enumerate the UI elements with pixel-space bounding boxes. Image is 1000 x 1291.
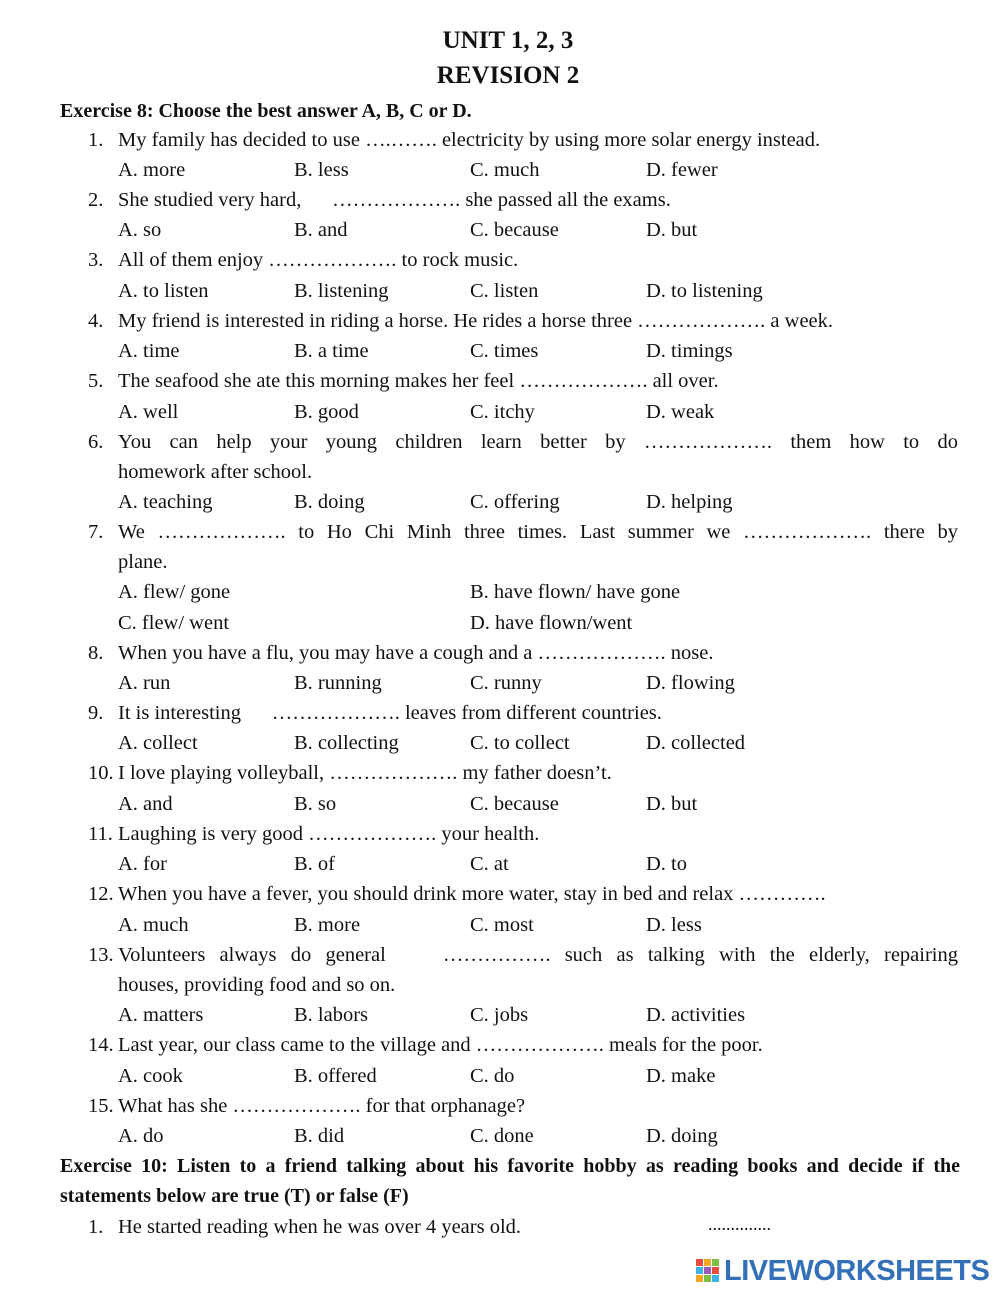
option-c[interactable]: C. most [470,914,534,936]
options-2 [118,215,958,245]
question-14 [88,1030,958,1060]
options-14 [118,1061,958,1091]
question-number: 10. [88,762,114,784]
options-7-row-1 [118,577,958,607]
exercise-8-heading: Exercise 8: Choose the best answer A, B, C or D. [60,100,472,122]
option-d[interactable]: D. but [646,219,698,241]
option-d[interactable]: D. have flown/went [470,612,633,634]
option-d[interactable]: D. doing [646,1125,718,1147]
question-text-line-2: houses, providing food and so on. [118,974,396,996]
option-a[interactable]: A. flew/ gone [118,581,231,603]
option-b[interactable]: B. did [294,1125,345,1147]
option-a[interactable]: A. and [118,793,173,815]
question-number: 9. [88,702,104,724]
question-text: She studied very hard, ………………. she passed all the exams. [118,189,671,211]
options-12 [118,910,958,940]
question-number: 12. [88,883,114,905]
question-number: 2. [88,189,104,211]
option-d[interactable]: D. fewer [646,159,718,181]
options-8 [118,668,958,698]
option-b[interactable]: B. collecting [294,732,399,754]
option-d[interactable]: D. collected [646,732,746,754]
question-number: 13. [88,944,114,966]
option-d[interactable]: D. to listening [646,280,763,302]
question-7 [88,517,958,577]
option-c[interactable]: C. flew/ went [118,612,230,634]
question-text: The seafood she ate this morning makes her feel ………………. all over. [118,370,719,392]
exercise-10-heading: Exercise 10: Listen to a friend talking about his favorite hobby as reading books and decide if the statements below are true (T) or false (F) [60,1155,960,1207]
option-c[interactable]: C. runny [470,672,542,694]
question-text-line-2: homework after school. [118,461,313,483]
answer-blank[interactable]: .............. [708,1214,771,1234]
option-a[interactable]: A. to listen [118,280,209,302]
option-b[interactable]: B. doing [294,491,365,513]
unit-title: UNIT 1, 2, 3 [442,27,574,54]
option-a[interactable]: A. so [118,219,162,241]
option-c[interactable]: C. because [470,219,559,241]
question-text: When you have a fever, you should drink more water, stay in bed and relax …………. [118,883,826,905]
option-b[interactable]: B. good [294,401,359,423]
question-10 [88,758,958,788]
options-11 [118,849,958,879]
question-number: 7. [88,521,104,543]
options-10 [118,789,958,819]
question-5 [88,366,958,396]
option-c[interactable]: C. itchy [470,401,535,423]
question-text-line-1: Volunteers always do general ……………. such as talking with the elderly, repairing [118,944,958,966]
option-b[interactable]: B. running [294,672,382,694]
option-c[interactable]: C. because [470,793,559,815]
option-c[interactable]: C. times [470,340,539,362]
option-b[interactable]: B. less [294,159,349,181]
question-13 [88,940,958,1000]
option-c[interactable]: C. offering [470,491,560,513]
question-8 [88,638,958,668]
option-c[interactable]: C. do [470,1065,515,1087]
question-number: 4. [88,310,104,332]
option-b[interactable]: B. of [294,853,335,875]
question-number: 15. [88,1095,114,1117]
option-c[interactable]: C. jobs [470,1004,529,1026]
question-number: 11. [88,823,113,845]
liveworksheets-grid-icon [696,1259,720,1283]
question-number: 3. [88,249,104,271]
question-1 [88,125,958,155]
question-text: My friend is interested in riding a horse. He rides a horse three ………………. a week. [118,310,834,332]
liveworksheets-wordmark: LIVEWORKSHEETS [724,1254,990,1287]
question-number: 14. [88,1034,114,1056]
option-b[interactable]: B. and [294,219,348,241]
option-d[interactable]: D. to [646,853,687,875]
option-c[interactable]: C. much [470,159,540,181]
options-1 [118,155,958,185]
question-text: When you have a flu, you may have a cough and a ………………. nose. [118,642,714,664]
option-a[interactable]: A. much [118,914,189,936]
question-number: 5. [88,370,104,392]
option-d[interactable]: D. helping [646,491,733,513]
options-13 [118,1000,958,1030]
options-6 [118,487,958,517]
question-text-line-1: We ………………. to Ho Chi Minh three times. Last summer we ………………. there by [118,521,958,543]
option-a[interactable]: A. cook [118,1065,183,1087]
option-d[interactable]: D. weak [646,401,715,423]
option-d[interactable]: D. activities [646,1004,746,1026]
option-b[interactable]: B. have flown/ have gone [470,581,681,603]
question-3 [88,245,958,275]
options-4 [118,336,958,366]
option-a[interactable]: A. matters [118,1004,204,1026]
options-5 [118,397,958,427]
question-4 [88,306,958,336]
option-c[interactable]: C. done [470,1125,534,1147]
question-2 [88,185,958,215]
option-a[interactable]: A. teaching [118,491,213,513]
option-d[interactable]: D. less [646,914,702,936]
option-a[interactable]: A. well [118,401,179,423]
option-b[interactable]: B. offered [294,1065,377,1087]
options-7-row-2 [118,608,958,638]
question-text: It is interesting ………………. leaves from different countries. [118,702,662,724]
option-c[interactable]: C. to collect [470,732,570,754]
option-d[interactable]: D. but [646,793,698,815]
option-a[interactable]: A. collect [118,732,198,754]
option-c[interactable]: C. listen [470,280,539,302]
option-a[interactable]: A. more [118,159,186,181]
question-text: I love playing volleyball, ………………. my father doesn’t. [118,762,612,784]
option-d[interactable]: D. make [646,1065,716,1087]
question-text: My family has decided to use ….……. electricity by using more solar energy instead. [118,129,821,151]
question-text: What has she ………………. for that orphanage? [118,1095,526,1117]
question-number: 8. [88,642,104,664]
question-text-line-2: plane. [118,551,168,573]
option-b[interactable]: B. listening [294,280,389,302]
question-number: 1. [88,129,104,151]
question-15 [88,1091,958,1121]
question-11 [88,819,958,849]
options-3 [118,276,958,306]
question-text: Laughing is very good ………………. your health. [118,823,540,845]
question-9 [88,698,958,728]
option-b[interactable]: B. more [294,914,361,936]
question-text-line-1: You can help your young children learn better by ………………. them how to do [118,431,958,453]
options-9 [118,728,958,758]
liveworksheets-logo [696,1254,989,1288]
statement-text: He started reading when he was over 4 years old. [118,1216,522,1238]
option-c[interactable]: C. at [470,853,509,875]
revision-title: REVISION 2 [436,62,580,89]
statement-number: 1. [88,1216,104,1238]
question-12 [88,879,958,909]
option-a[interactable]: A. for [118,853,167,875]
option-b[interactable]: B. a time [294,340,369,362]
options-15 [118,1121,958,1151]
question-text: All of them enjoy ………………. to rock music. [118,249,519,271]
option-d[interactable]: D. timings [646,340,733,362]
option-b[interactable]: B. labors [294,1004,369,1026]
option-b[interactable]: B. so [294,793,337,815]
option-a[interactable]: A. run [118,672,171,694]
option-a[interactable]: A. time [118,340,180,362]
statement-1 [88,1212,958,1242]
question-number: 6. [88,431,104,453]
option-a[interactable]: A. do [118,1125,164,1147]
question-6 [88,427,958,487]
option-d[interactable]: D. flowing [646,672,735,694]
question-text: Last year, our class came to the village and ………………. meals for the poor. [118,1034,763,1056]
